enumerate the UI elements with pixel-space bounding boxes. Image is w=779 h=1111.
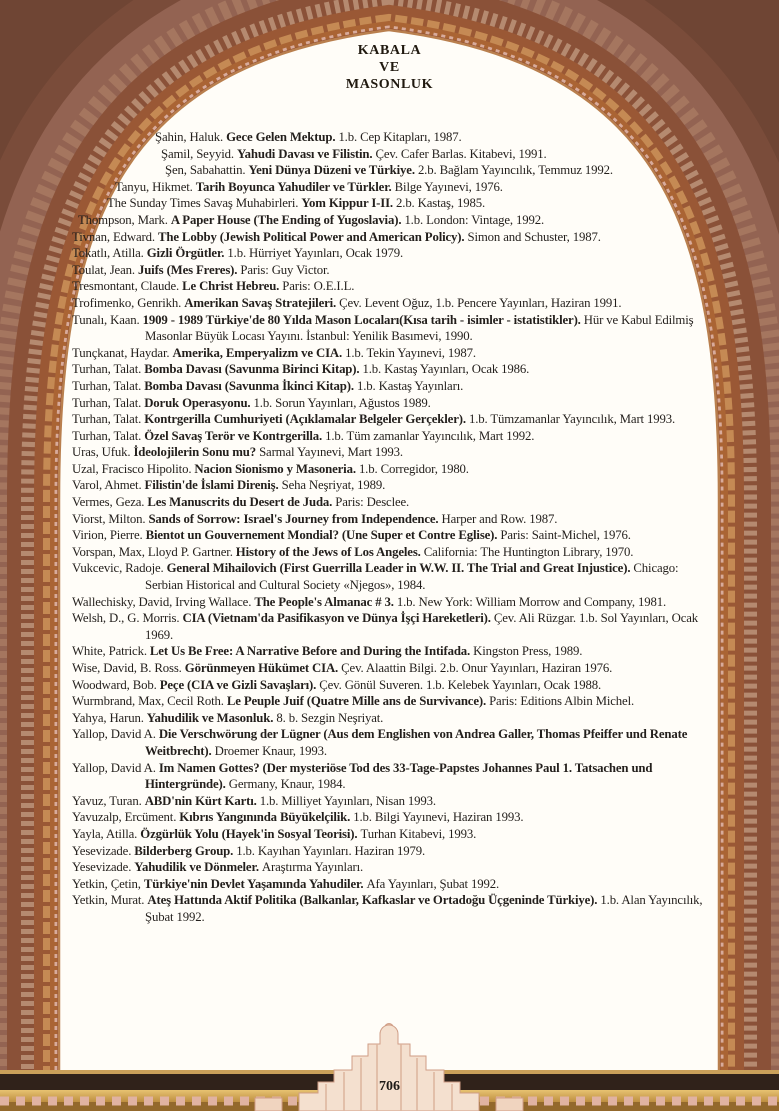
entry-publication: 1.b. Alan Yayıncılık, Şubat 1992. xyxy=(145,893,703,924)
entry-publication: 1.b. Tüm zamanlar Yayıncılık, Mart 1992. xyxy=(325,428,535,443)
bibliography-entry xyxy=(72,610,711,643)
entry-publication: Paris: O.E.I.L. xyxy=(282,279,355,294)
bibliography-entry xyxy=(72,295,711,312)
bibliography-entry xyxy=(72,710,711,727)
entry-publication: 1.b. Hürriyet Yayınları, Ocak 1979. xyxy=(227,246,404,261)
bibliography-entry xyxy=(72,544,711,561)
entry-title: Yahudilik ve Dönmeler. xyxy=(134,860,262,875)
entry-title: Filistin'de İslami Direniş. xyxy=(144,478,282,493)
entry-title: Özgürlük Yolu (Hayek'in Sosyal Teorisi). xyxy=(140,826,361,841)
entry-author: Yetkin, Çetin, xyxy=(72,876,144,891)
entry-title: Peçe (CIA ve Gizli Savaşları). xyxy=(159,677,320,692)
bibliography-entry xyxy=(72,195,711,212)
entry-author: Toulat, Jean. xyxy=(72,262,138,277)
bibliography-entry xyxy=(72,560,711,593)
entry-author: Tresmontant, Claude. xyxy=(72,279,183,294)
entry-title: Le Christ Hebreu. xyxy=(182,279,283,294)
entry-publication: 1.b. Tekin Yayınevi, 1987. xyxy=(345,345,476,360)
bibliography-entry xyxy=(72,245,711,262)
entry-author: Şamil, Seyyid. xyxy=(161,146,237,161)
entry-title: 1909 - 1989 Türkiye'de 80 Yılda Mason Locaları(Kısa tarih - isimler - istatistikler). xyxy=(142,312,584,327)
entry-publication: 1.b. Bilgi Yayınevi, Haziran 1993. xyxy=(353,810,524,825)
entry-title: The People's Almanac # 3. xyxy=(254,594,397,609)
entry-publication: Kingston Press, 1989. xyxy=(473,644,583,659)
entry-author: Wallechisky, David, Irving Wallace. xyxy=(72,594,255,609)
entry-author: Şahin, Haluk. xyxy=(155,130,227,144)
entry-author: Yahya, Harun. xyxy=(72,710,147,725)
entry-author: Wise, David, B. Ross. xyxy=(72,661,185,675)
bibliography-entry xyxy=(72,892,711,925)
entry-title: Amerikan Savaş Stratejileri. xyxy=(184,295,340,310)
entry-author: Yetkin, Murat. xyxy=(72,893,148,908)
entry-author: White, Patrick. xyxy=(72,644,150,659)
entry-publication: Simon and Schuster, 1987. xyxy=(467,229,601,244)
entry-publication: California: The Huntington Library, 1970. xyxy=(423,544,634,559)
entry-publication: Paris: Editions Albin Michel. xyxy=(489,694,635,709)
entry-publication: 1.b. New York: William Morrow and Company, 1981. xyxy=(396,594,667,609)
entry-title: Yahudilik ve Masonluk. xyxy=(146,710,277,725)
entry-author: Yavuzalp, Ercüment. xyxy=(72,810,180,825)
bibliography-entry xyxy=(72,477,711,494)
bibliography-entry xyxy=(72,361,711,378)
entry-author: Vorspan, Max, Lloyd P. Gartner. xyxy=(72,544,236,559)
entry-author: Tivnan, Edward. xyxy=(72,229,158,244)
entry-publication: 1.b. Sorun Yayınları, Ağustos 1989. xyxy=(253,395,431,410)
entry-author: Thompson, Mark. xyxy=(78,212,171,227)
entry-title: Türkiye'nin Devlet Yaşamında Yahudiler. xyxy=(143,876,367,891)
entry-title: Le Peuple Juif (Quatre Mille ans de Survivance). xyxy=(226,694,490,709)
bibliography-entry xyxy=(72,278,711,295)
bibliography-entry xyxy=(72,345,711,362)
bibliography-entry xyxy=(72,461,711,478)
bibliography-entry xyxy=(72,494,711,511)
entry-title: İdeolojilerin Sonu mu? xyxy=(133,445,260,460)
bibliography-entry xyxy=(72,876,711,893)
entry-publication: 1.b. Kayıhan Yayınları. Haziran 1979. xyxy=(236,843,426,858)
entry-title: Let Us Be Free: A Narrative Before and During the Intifada. xyxy=(149,644,474,659)
entry-title: Nacion Sionismo y Masoneria. xyxy=(194,461,359,476)
entry-publication: 1.b. Kastaş Yayınları. xyxy=(356,378,464,393)
bibliography-entry xyxy=(72,527,711,544)
entry-title: Bomba Davası (Savunma İkinci Kitap). xyxy=(144,378,357,393)
bibliography-entry xyxy=(72,677,711,694)
bibliography-entry xyxy=(72,511,711,528)
entry-publication: 1.b. Tümzamanlar Yayıncılık, Mart 1993. xyxy=(468,412,676,427)
entry-author: Yesevizade. xyxy=(72,843,135,858)
entry-author: Woodward, Bob. xyxy=(72,677,160,692)
bibliography-entry xyxy=(72,262,711,279)
entry-title: Bomba Davası (Savunma Birinci Kitap). xyxy=(144,362,363,377)
entry-publication: Paris: Guy Victor. xyxy=(240,262,330,277)
bibliography-entry xyxy=(72,859,711,876)
entry-title: Bilderberg Group. xyxy=(134,843,237,858)
title-line-2: VE xyxy=(379,60,400,75)
entry-publication: 1.b. Corregidor, 1980. xyxy=(358,461,469,476)
bibliography-entry xyxy=(72,378,711,395)
entry-author: Vermes, Geza. xyxy=(72,495,148,510)
entry-author: Yallop, David A. xyxy=(72,760,159,775)
entry-author: Viorst, Milton. xyxy=(72,511,149,526)
page-title xyxy=(0,42,779,93)
entry-publication: Çev. Gönül Suveren. 1.b. Kelebek Yayınları, Ocak 1988. xyxy=(319,677,602,692)
entry-publication: Araştırma Yayınları. xyxy=(261,860,364,875)
bibliography-entry xyxy=(72,660,711,677)
title-line-1: KABALA xyxy=(357,43,422,58)
entry-author: Varol, Ahmet. xyxy=(72,478,145,493)
bibliography-entry xyxy=(72,229,711,246)
bibliography-entry xyxy=(72,726,711,759)
entry-title: Özel Savaş Terör ve Kontrgerilla. xyxy=(144,428,326,443)
entry-title: A Paper House (The Ending of Yugoslavia). xyxy=(170,212,405,227)
entry-title: Bientot un Gouvernement Mondial? (Une Super et Contre Eglise). xyxy=(145,528,501,543)
entry-publication: 2.b. Bağlam Yayıncılık, Temmuz 1992. xyxy=(417,163,613,178)
bibliography-entry xyxy=(72,162,711,179)
bibliography-entry xyxy=(72,179,711,196)
bibliography-entry xyxy=(72,594,711,611)
entry-author: Yavuz, Turan. xyxy=(72,793,145,808)
entry-title: CIA (Vietnam'da Pasifikasyon ve Dünya İşçi Hareketleri). xyxy=(182,611,494,626)
entry-publication: Paris: Desclee. xyxy=(335,495,410,510)
entry-author: Vukcevic, Radoje. xyxy=(72,561,167,576)
entry-publication: Harper and Row. 1987. xyxy=(441,511,558,526)
bibliography-entry xyxy=(72,395,711,412)
bibliography-list xyxy=(72,129,711,926)
entry-publication: 1.b. Kastaş Yayınları, Ocak 1986. xyxy=(362,362,530,377)
entry-author: Tanyu, Hikmet. xyxy=(115,179,196,194)
title-line-3: MASONLUK xyxy=(345,77,434,92)
entry-author: Tunçkanat, Haydar. xyxy=(72,345,173,360)
entry-publication: 8. b. Sezgin Neşriyat. xyxy=(276,710,384,725)
bibliography-entry xyxy=(72,843,711,860)
entry-author: Tunalı, Kaan. xyxy=(72,312,143,327)
entry-publication: Hür ve Kabul Edilmiş Masonlar Büyük Locası Yayını. İstanbul: Yenilik Basımevi, 1990. xyxy=(145,312,694,344)
entry-title: Die Verschwörung der Lügner (Aus dem Englishen von Andrea Galler, Thomas Pfeiffer und Renate Weitbrecht). xyxy=(145,727,688,758)
entry-publication: Çev. Cafer Barlas. Kitabevi, 1991. xyxy=(375,146,547,161)
entry-author: Virion, Pierre. xyxy=(72,528,146,543)
entry-publication: Chicago: Serbian Historical and Cultural Society «Njegos», 1984. xyxy=(145,561,679,593)
entry-title: Yeni Dünya Düzeni ve Türkiye. xyxy=(248,163,418,178)
entry-author: Turhan, Talat. xyxy=(72,378,145,393)
entry-publication: Seha Neşriyat, 1989. xyxy=(281,478,386,493)
entry-publication: 1.b. London: Vintage, 1992. xyxy=(404,212,545,227)
bibliography-entry xyxy=(72,212,711,229)
entry-author: Turhan, Talat. xyxy=(72,428,145,443)
entry-author: Turhan, Talat. xyxy=(72,412,145,427)
entry-publication: Turhan Kitabevi, 1993. xyxy=(360,826,477,841)
entry-title: Ateş Hattında Aktif Politika (Balkanlar, Kafkaslar ve Ortadoğu Üçgeninde Türkiye). xyxy=(147,893,601,908)
entry-author: Yayla, Atilla. xyxy=(72,826,141,841)
entry-title: Yahudi Davası ve Filistin. xyxy=(236,146,376,161)
entry-author: The Sunday Times Savaş Muhabirleri. xyxy=(107,196,302,211)
entry-author: Turhan, Talat. xyxy=(72,362,145,377)
bibliography-entry xyxy=(72,444,711,461)
entry-author: Şen, Sabahattin. xyxy=(165,163,249,178)
entry-publication: Çev. Alaattin Bilgi. 2.b. Onur Yayınları, Haziran 1976. xyxy=(341,661,613,675)
page-number: 706 xyxy=(379,1079,400,1094)
bibliography-entry xyxy=(72,129,711,146)
bibliography-entry xyxy=(72,793,711,810)
entry-title: Doruk Operasyonu. xyxy=(144,395,254,410)
entry-title: Im Namen Gottes? (Der mysteriöse Tod des 33-Tage-Papstes Johannes Paul 1. Tatsachen und Hintergründe). xyxy=(145,760,653,792)
entry-title: Sands of Sorrow: Israel's Journey from Independence. xyxy=(148,511,442,526)
bibliography-entry xyxy=(72,760,711,793)
entry-author: Yesevizade. xyxy=(72,860,135,875)
entry-publication: Germany, Knaur, 1984. xyxy=(228,777,346,792)
entry-author: Yallop, David A. xyxy=(72,727,159,742)
entry-title: Kontrgerilla Cumhuriyeti (Açıklamalar Belgeler Gerçekler). xyxy=(144,412,469,427)
entry-title: ABD'nin Kürt Kartı. xyxy=(144,793,260,808)
entry-title: History of the Jews of Los Angeles. xyxy=(235,544,424,559)
entry-publication: Droemer Knaur, 1993. xyxy=(214,743,327,758)
bibliography-entry xyxy=(72,312,711,345)
entry-title: Kıbrıs Yangınında Büyükelçilik. xyxy=(179,810,354,825)
entry-publication: Afa Yayınları, Şubat 1992. xyxy=(366,876,500,891)
entry-publication: 1.b. Milliyet Yayınları, Nisan 1993. xyxy=(259,793,436,808)
bibliography-entry xyxy=(72,428,711,445)
entry-author: Welsh, D., G. Morris. xyxy=(72,611,183,626)
entry-author: Uras, Ufuk. xyxy=(72,445,134,460)
entry-title: General Mihailovich (First Guerrilla Leader in W.W. II. The Trial and Great Injustice). xyxy=(166,561,634,576)
entry-author: Uzal, Fracisco Hipolito. xyxy=(72,461,195,476)
bibliography-entry xyxy=(72,146,711,163)
entry-publication: 2.b. Kastaş, 1985. xyxy=(396,196,486,211)
entry-publication: 1.b. Cep Kitapları, 1987. xyxy=(338,130,462,144)
entry-title: Tarih Boyunca Yahudiler ve Türkler. xyxy=(195,179,395,194)
entry-publication: Sarmal Yayınevi, Mart 1993. xyxy=(259,445,403,460)
entry-publication: Çev. Levent Oğuz, 1.b. Pencere Yayınları, Haziran 1991. xyxy=(339,295,622,310)
entry-title: Yom Kippur I-II. xyxy=(301,196,397,211)
entry-title: Amerika, Emperyalizm ve CIA. xyxy=(172,345,346,360)
entry-title: Les Manuscrits du Desert de Juda. xyxy=(147,495,336,510)
entry-author: Tokatlı, Atilla. xyxy=(72,246,147,261)
entry-title: The Lobby (Jewish Political Power and American Policy). xyxy=(158,229,468,244)
entry-title: Gizli Örgütler. xyxy=(146,246,228,261)
entry-title: Gece Gelen Mektup. xyxy=(226,130,339,144)
entry-author: Wurmbrand, Max, Cecil Roth. xyxy=(72,694,227,709)
bibliography-entry xyxy=(72,693,711,710)
bibliography-entry xyxy=(72,826,711,843)
entry-title: Juifs (Mes Freres). xyxy=(137,262,241,277)
entry-publication: Bilge Yayınevi, 1976. xyxy=(394,179,503,194)
entry-title: Görünmeyen Hükümet CIA. xyxy=(184,661,342,675)
bibliography-entry xyxy=(72,809,711,826)
entry-author: Turhan, Talat. xyxy=(72,395,145,410)
bibliography-entry xyxy=(72,643,711,660)
entry-publication: Paris: Saint-Michel, 1976. xyxy=(500,528,631,543)
entry-publication: Çev. Ali Rüzgar. 1.b. Sol Yayınları, Ocak 1969. xyxy=(145,611,699,642)
bibliography-entry xyxy=(72,411,711,428)
entry-author: Trofimenko, Genrikh. xyxy=(72,295,185,310)
